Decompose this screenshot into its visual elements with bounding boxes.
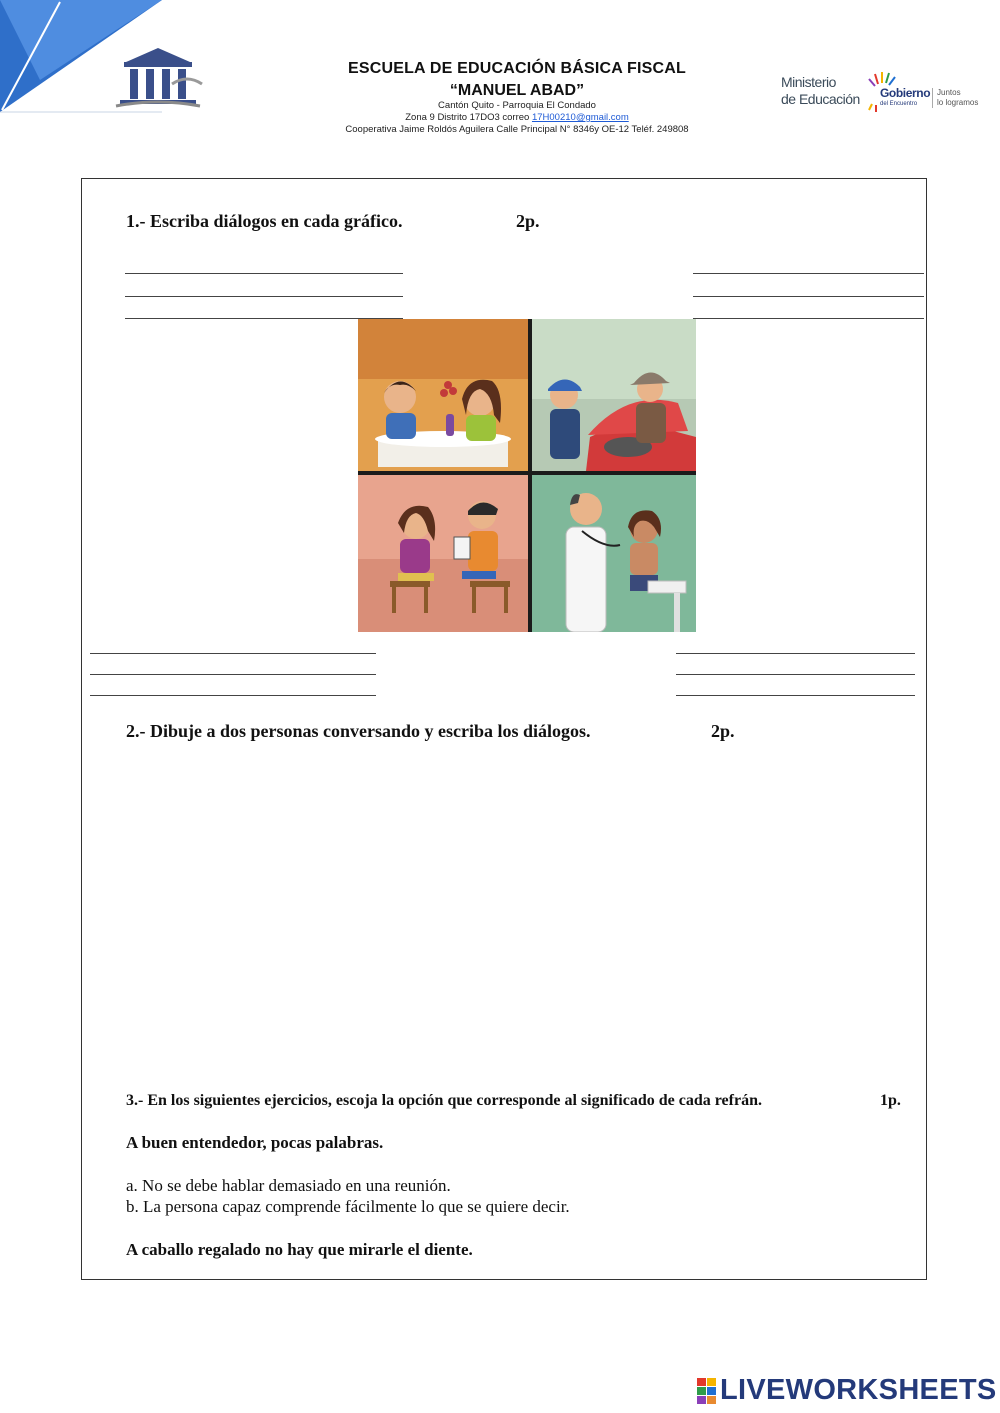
dialogue-illustration <box>358 319 696 632</box>
question-3: 3.- En los siguientes ejercicios, escoja la opción que corresponde al significado de cada refrán. <box>126 1092 762 1109</box>
panel-doctor <box>532 475 696 632</box>
answer-line-bottom-left-2[interactable] <box>90 674 376 675</box>
school-type: ESCUELA DE EDUCACIÓN BÁSICA FISCAL <box>347 60 687 77</box>
question-3-points: 1p. <box>880 1092 901 1109</box>
option-a[interactable]: a. No se debe hablar demasiado en una reunión. <box>126 1176 451 1195</box>
option-b[interactable]: b. La persona capaz comprende fácilmente lo que se quiere decir. <box>126 1197 570 1216</box>
address-line-1: Cantón Quito - Parroquia El Condado <box>438 100 596 111</box>
question-1-points: 2p. <box>516 211 540 231</box>
panel-interview <box>358 475 528 632</box>
answer-line-bottom-right-3[interactable] <box>676 695 915 696</box>
gobierno-name: Gobierno <box>880 86 931 100</box>
address-line-2 <box>300 112 734 124</box>
liveworksheets-logo-icon <box>697 1378 717 1404</box>
address-line-3: Cooperativa Jaime Roldós Aguilera Calle Principal N° 8346y OE-12 Teléf. 249808 <box>345 124 689 135</box>
address-prefix: Zona 9 Distrito 17DO3 correo <box>405 112 530 123</box>
answer-line-top-left-1[interactable] <box>125 273 403 274</box>
panel-mechanic <box>532 319 696 471</box>
question-2-points: 2p. <box>711 721 735 741</box>
question-1: 1.- Escriba diálogos en cada gráfico. <box>126 211 403 231</box>
answer-line-top-right-1[interactable] <box>693 273 924 274</box>
panel-cafe-couple <box>358 319 528 471</box>
juntos-line-1: Juntos <box>937 88 961 97</box>
proverb-1: A buen entendedor, pocas palabras. <box>126 1133 384 1152</box>
answer-line-bottom-left-3[interactable] <box>90 695 376 696</box>
ministry-line-2: de Educación <box>781 91 860 107</box>
answer-line-top-right-3[interactable] <box>693 318 924 319</box>
school-logo <box>112 44 204 112</box>
liveworksheets-brand[interactable]: LIVEWORKSHEETS <box>720 1374 997 1406</box>
answer-line-top-right-2[interactable] <box>693 296 924 297</box>
gobierno-sub: del Encuentro <box>880 101 918 107</box>
school-name: “MANUEL ABAD” <box>449 82 585 99</box>
answer-line-bottom-right-2[interactable] <box>676 674 915 675</box>
answer-line-bottom-right-1[interactable] <box>676 653 915 654</box>
question-2: 2.- Dibuje a dos personas conversando y escriba los diálogos. <box>126 721 591 741</box>
answer-line-bottom-left-1[interactable] <box>90 653 376 654</box>
juntos-slogan <box>932 88 978 108</box>
proverb-2: A caballo regalado no hay que mirarle el diente. <box>126 1240 473 1259</box>
ministry-logo <box>781 74 860 108</box>
school-header <box>300 60 734 136</box>
ministry-line-1: Ministerio <box>781 74 836 90</box>
answer-line-top-left-2[interactable] <box>125 296 403 297</box>
juntos-line-2: lo logramos <box>937 98 979 107</box>
email-link[interactable]: 17H00210@gmail.com <box>531 112 629 123</box>
